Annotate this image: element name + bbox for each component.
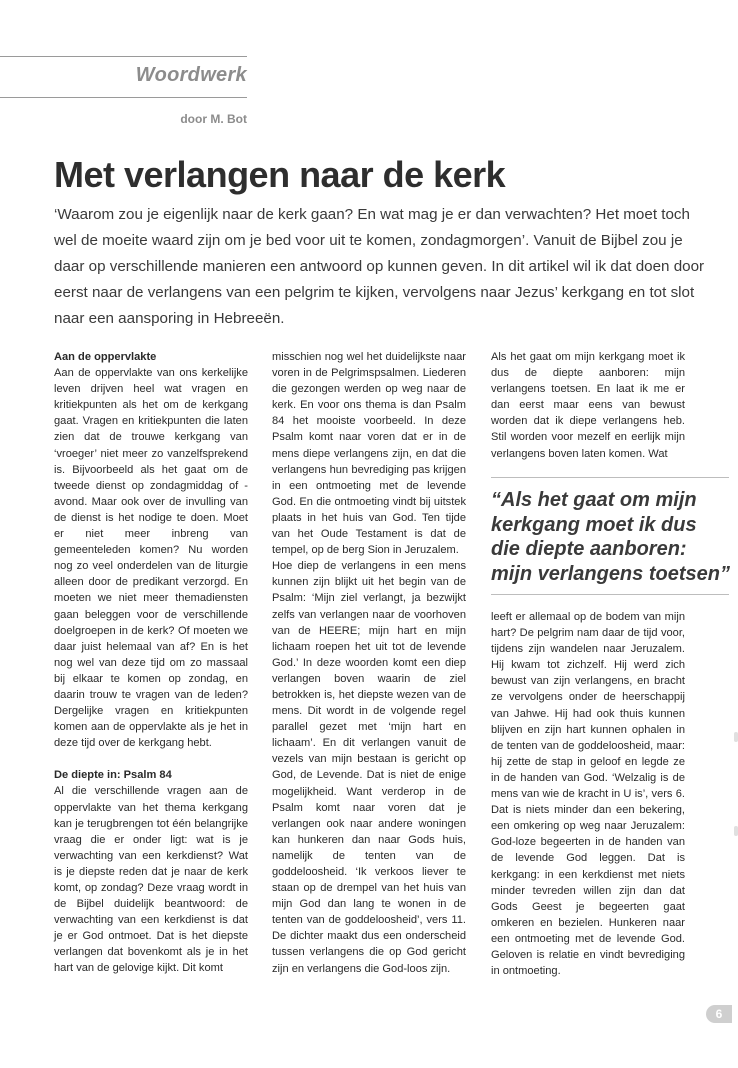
column-2 bbox=[272, 349, 466, 977]
column-3-bottom bbox=[491, 609, 685, 979]
paragraph: Als het gaat om mijn kerkgang moet ik dus de diepte aanboren: mijn verlangens toetsen. En laat ik me er dan eerst maar eens van bewust worden dat ik diepe verlangens heb. Stil worden voor mezelf en eerlijk mijn verlangens boven laten komen. Wat bbox=[491, 351, 685, 460]
paragraph: Aan de oppervlakte van ons kerkelijke leven drijven heel wat vragen en kritiekpunten als het om de kerkgang gaat. Vragen en kritiekpunten die laten zien dat de trouwe kerkgang van ‘vroeger’ niet meer zo vanzelfsprekend is. Bijvoorbeeld als het gaat om de tweede dienst op zondagmiddag of -avond. Maar ook over de invulling van de dienst is het nodige te doen. Moet er niet meer inbreng van gemeenteleden komen? Nu worden nog zo veel onderdelen van de liturgie alleen door de predikant verzorgd. En moeten we niet meer themadiensten gaan beleggen voor de verschillende doelgroepen in de kerk? Of moeten we daar juist helemaal van af? En is het nog wel van deze tijd om zo massaal bij elkaar te komen op zondag, en daarin trouw te vragen van de leden? Dergelijke vragen en kritiekpunten komen aan de oppervlakte als je het in deze tijd over de kerkgang hebt. bbox=[54, 367, 248, 750]
paragraph: misschien nog wel het duidelijkste naar voren in de Pelgrimspsalmen. Liederen die gezongen werden op weg naar de kerk. En voor ons thema is dan Psalm 84 het mooiste voorbeeld. In deze Psalm komt naar voren dat er in de mens diepe verlangens zijn, en dat die verlangens hun bevrediging pas krijgen in een ontmoeting met de levende God. En die ontmoeting vindt bij uitstek plaats in het huis van God. Ten tijde van het Oude Testament is dat de tempel, op de berg Sion in Jeruzalem. bbox=[272, 351, 466, 557]
paragraph: leeft er allemaal op de bodem van mijn hart? De pelgrim nam daar de tijd voor, tijdens zijn wandelen naar Jeruzalem. Hij kwam tot zichzelf. Hij werd zich bewust van zijn verlangens, en bracht ze vervolgens onder de heerschappij van Jahwe. Hij had ook thuis kunnen blijven en zijn hart kunnen ophalen in de tenten van de goddeloosheid, maar: hij zette de stap in geloof en legde ze in de handen van God. ‘Welzalig is de mens van wie de kracht in U is’, vers 6. Dat is niets minder dan een bekering, een omkering op weg naar Jeruzalem: God-loze begeerten in de handen van de levende God leggen. Dat is kerkgang: in een kerkdienst met niets minder tevreden willen zijn dan dat Gods Geest je begeerten gaat omkeren en bezielen. Hunkeren naar een ontmoeting met de levende God. Geloven is relatie en vindt bevrediging in ontmoeting. bbox=[491, 611, 685, 978]
section-title: Woordwerk bbox=[135, 64, 247, 86]
header-rule-bottom bbox=[0, 97, 247, 98]
pull-quote-rule-top bbox=[491, 477, 729, 478]
column-1 bbox=[54, 349, 248, 977]
page-edge-mark bbox=[734, 732, 738, 742]
pull-quote: “Als het gaat om mijn kerkgang moet ik dus die diepte aanboren: mijn verlangens toetsen” bbox=[491, 489, 730, 585]
paragraph: Hoe diep de verlangens in een mens kunnen zijn blijkt uit het begin van de Psalm: ‘Mijn ziel verlangt, ja bezwijkt zelfs van verlangen naar de voorhoven van de HEERE; mijn hart en mijn lichaam roepen het uit tot de levende God.’ In deze woorden komt een diep verlangen boven waarin de ziel betrokken is, het diepste wezen van de mens. Dit wordt in de volgende regel parallel gezet met ‘mijn hart en lichaam’. En dit verlangen vanuit de vezels van mijn bestaan is gericht op God, de Levende. Dat is niet de enige mogelijkheid. Want verderop in de Psalm komt naar voren dat je verlangen ook naar andere woningen kan hunkeren dan naar Gods huis, namelijk de tenten van de goddeloosheid. ‘Ik verkoos liever te staan op de drempel van het huis van mijn God dan lang te wonen in de tenten van de goddeloosheid’, vers 11. De dichter maakt dus een onderscheid tussen verlangens die op God gericht zijn en verlangens die God-loos zijn. bbox=[272, 560, 466, 975]
pull-quote-rule-bottom bbox=[491, 594, 729, 595]
paragraph-gap bbox=[54, 751, 248, 767]
paragraph: Al die verschillende vragen aan de oppervlakte van het thema kerkgang kan je terugbrengen tot één belangrijke vraag die er onder ligt: wat is je verwachting van een kerkdienst? Wat is je diepste reden dat je naar de kerk komt, op zondag? Deze vraag wordt in de Bijbel duidelijk beantwoord: de verwachting van een kerkdienst is dat je er God ontmoet. Dat is het diepste verlangen dat bovenkomt als je in het hart van de gelovige kijkt. Dit komt bbox=[54, 785, 248, 975]
page-edge-mark bbox=[734, 826, 738, 836]
column-3-top bbox=[491, 349, 685, 462]
author-byline: door M. Bot bbox=[180, 112, 247, 126]
header-rule-top bbox=[0, 56, 247, 57]
article-title: Met verlangen naar de kerk bbox=[54, 154, 506, 195]
subheading-surface: Aan de oppervlakte bbox=[54, 351, 157, 363]
page-number: 6 bbox=[706, 1005, 732, 1023]
article-intro: ‘Waarom zou je eigenlijk naar de kerk gaan? En wat mag je er dan verwachten? Het moet toch wel de moeite waard zijn om je bed voor uit te komen, zondagmorgen’. Vanuit de Bijbel zou je daar op verschillende manieren een antwoord op kunnen geven. In dit artikel wil ik dat doen door eerst naar de verlangens van een pelgrim te kijken, vervolgens naar Jezus’ kerkgang en tot slot naar een aansporing in Hebreeën. bbox=[54, 206, 705, 327]
subheading-psalm-84: De diepte in: Psalm 84 bbox=[54, 769, 172, 782]
